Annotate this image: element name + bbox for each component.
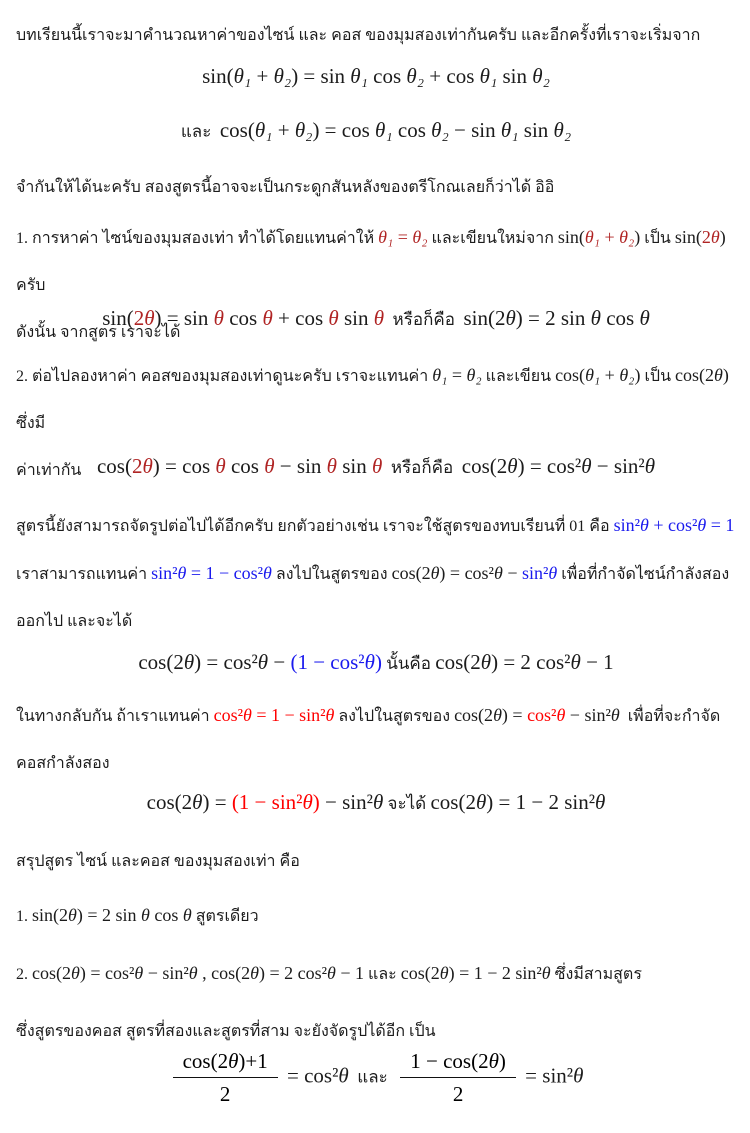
math-run: cos(2θ) = cos²θ − sin²θ , cos(2θ) = 2 cos²θ − 1 <box>32 963 365 983</box>
thai-run: ลงไปในสูตรของ <box>271 566 392 583</box>
math-run: ) <box>719 227 726 247</box>
math-run: sin²θ + cos²θ = 1 <box>613 515 735 535</box>
thai-run: และ <box>348 1067 397 1087</box>
thai-run: ซึ่งมี <box>16 368 733 432</box>
math-run: cos(2θ) = cos²θ − <box>138 650 291 674</box>
thai-run: และ <box>180 122 220 141</box>
math-run: ) = cos <box>152 454 216 478</box>
formula-cos-sum <box>16 112 736 150</box>
math-run: = cos²θ <box>281 1063 349 1088</box>
thai-run: ลงไปในสูตรของ <box>334 708 455 725</box>
thai-run: เพื่อที่จะกำจัด <box>619 708 721 725</box>
math-run: cos <box>223 306 263 330</box>
formula-sin-double <box>16 300 736 338</box>
thai-run: จำกันให้ได้นะครับ สองสูตรนี้อาจจะเป็นกระดูกสันหลังของตรีโกณเลยก็ว่าได้ อิอิ <box>16 179 555 196</box>
thai-run: ออกไป และจะได้ <box>16 613 133 630</box>
thai-run: และเขียน <box>481 368 556 385</box>
thai-run: 2. <box>16 966 32 983</box>
thai-run: จะได้ <box>383 794 431 813</box>
thai-run: ค่าเท่ากัน <box>16 462 82 479</box>
math-run: 2θ <box>133 306 155 330</box>
math-run: θ <box>215 454 226 478</box>
intro-paragraph <box>16 12 736 59</box>
math-run: sin( <box>557 227 585 247</box>
fraction-denominator: 2 <box>452 1082 464 1107</box>
math-run: cos²θ <box>527 705 566 725</box>
thai-run: ในทางกลับกัน ถ้าเราแทนค่า <box>16 708 214 725</box>
thai-run: เพื่อที่กำจัดไซน์กำลังสอง <box>557 566 730 583</box>
math-run: sin( <box>674 227 702 247</box>
math-run: cos(2θ) = 1 − 2 sin²θ <box>400 963 551 983</box>
substitute-cos-paragraph <box>16 692 736 787</box>
math-run: θ <box>262 306 273 330</box>
thai-run: หรือก็คือ <box>384 310 464 329</box>
math-run: θ <box>326 454 337 478</box>
thai-run: 1. <box>16 908 32 925</box>
math-run: sin <box>336 454 372 478</box>
math-run: cos(2θ) <box>675 365 729 385</box>
thai-run: และ <box>364 966 401 983</box>
substitute-sin-paragraph <box>16 550 736 645</box>
thai-run: คอสกำลังสอง <box>16 755 110 772</box>
math-run: ) <box>634 227 641 247</box>
math-run: θ <box>372 454 383 478</box>
summary-item-2 <box>16 950 736 998</box>
math-run: − sin <box>274 454 327 478</box>
math-run: − sin²θ <box>319 790 384 814</box>
math-run: cos(2θ) = cos²θ − <box>391 563 522 583</box>
math-run: sin²θ = 1 − cos²θ <box>151 563 272 583</box>
thai-run: เป็น <box>640 230 675 247</box>
math-run: θ₁ = θ₂ <box>378 227 428 247</box>
math-run: ) = sin <box>154 306 214 330</box>
formula-sin-sum <box>16 58 736 94</box>
math-run: θ <box>264 454 275 478</box>
math-run: 2θ <box>131 454 153 478</box>
summary-item-1 <box>16 892 736 940</box>
math-run: = sin²θ <box>519 1063 584 1088</box>
math-run: cos(2θ) = 1 − 2 sin²θ <box>430 790 606 814</box>
math-run: sin( <box>102 306 134 330</box>
math-run: cos(θ₁ + θ₂) = cos θ₁ cos θ₂ − sin θ₁ sin θ₂ <box>219 118 572 142</box>
math-run: θ <box>373 306 385 330</box>
fraction <box>400 1048 516 1108</box>
math-run: sin²θ <box>521 563 558 583</box>
thai-run: และเขียนใหม่จาก <box>427 230 558 247</box>
formula-half-angle <box>16 1048 736 1108</box>
thai-run: เป็น <box>640 368 675 385</box>
identity-paragraph <box>16 502 736 550</box>
math-run: (1 − cos²θ) <box>290 650 382 674</box>
math-run: + cos <box>272 306 329 330</box>
formula-cos-double-sin-form <box>16 784 736 822</box>
math-run: cos(2θ) = <box>454 705 528 725</box>
thai-run: เราสามารถแทนค่า <box>16 566 152 583</box>
summary-heading <box>16 838 736 885</box>
math-run: cos²θ = 1 − sin²θ <box>213 705 335 725</box>
thai-run: นั้นคือ <box>381 654 436 673</box>
thai-run: 2. ต่อไปลองหาค่า คอสของมุมสองเท่าดูนะครับ เราจะแทนค่า <box>16 368 433 385</box>
math-run: θ <box>328 306 339 330</box>
thai-run: ซึ่งสูตรของคอส สูตรที่สองและสูตรที่สาม จะยังจัดรูปได้อีก เป็น <box>16 1023 436 1040</box>
math-run: cos( <box>96 454 132 478</box>
math-run: cos(2θ) = cos²θ − sin²θ <box>461 454 656 478</box>
math-run: θ₁ = θ₂ <box>432 365 482 385</box>
math-run: θ <box>213 306 224 330</box>
math-run: sin(2θ) = 2 sin θ cos θ <box>32 905 192 925</box>
thai-run: ครับ <box>16 230 730 294</box>
remember-paragraph <box>16 164 736 211</box>
thai-run: สูตรนี้ยังสามารถจัดรูปต่อไปได้อีกครับ ยกตัวอย่างเช่น เราจะใช้สูตรของทบเรียนที่ 01 คือ <box>16 518 614 535</box>
fraction-numerator: 1 − cos(2θ) <box>400 1048 516 1078</box>
math-run: sin <box>338 306 374 330</box>
thai-run: หรือก็คือ <box>382 458 462 477</box>
thai-run: ดังนั้น จากสูตร เราจะได้ <box>16 324 181 341</box>
math-run: cos(2θ) = 2 cos²θ − 1 <box>435 650 614 674</box>
formula-cos-double <box>16 448 736 486</box>
math-run: θ₁ + θ₂ <box>584 227 635 247</box>
thai-run: สูตรเดียว <box>191 908 259 925</box>
fraction <box>173 1048 278 1108</box>
math-run: sin(θ₁ + θ₂) = sin θ₁ cos θ₂ + cos θ₁ sin θ₂ <box>202 64 550 88</box>
math-run: sin(2θ) = 2 sin θ cos θ <box>463 306 650 330</box>
fraction-numerator: cos(2θ)+1 <box>173 1048 278 1078</box>
thai-run: ซึ่งมีสามสูตร <box>550 966 642 983</box>
math-run: cos <box>225 454 265 478</box>
fraction-denominator: 2 <box>219 1082 231 1107</box>
math-run: cos(2θ) = <box>146 790 232 814</box>
math-run: cos(θ₁ + θ₂) <box>555 365 641 385</box>
thai-run: บทเรียนนี้เราจะมาคำนวณหาค่าของไซน์ และ คอส ของมุมสองเท่ากันครับ และอีกครั้งที่เราจะเริ่มจาก <box>16 27 701 44</box>
math-run: − sin²θ <box>565 705 620 725</box>
formula-cos-double-cos-form <box>16 644 736 682</box>
thai-run: สรุปสูตร ไซน์ และคอส ของมุมสองเท่า คือ <box>16 853 300 870</box>
math-run: 2θ <box>701 227 720 247</box>
thai-run: 1. การหาค่า ไซน์ของมุมสองเท่า ทำได้โดยแทนค่าให้ <box>16 230 379 247</box>
math-run: (1 − sin²θ) <box>231 790 320 814</box>
